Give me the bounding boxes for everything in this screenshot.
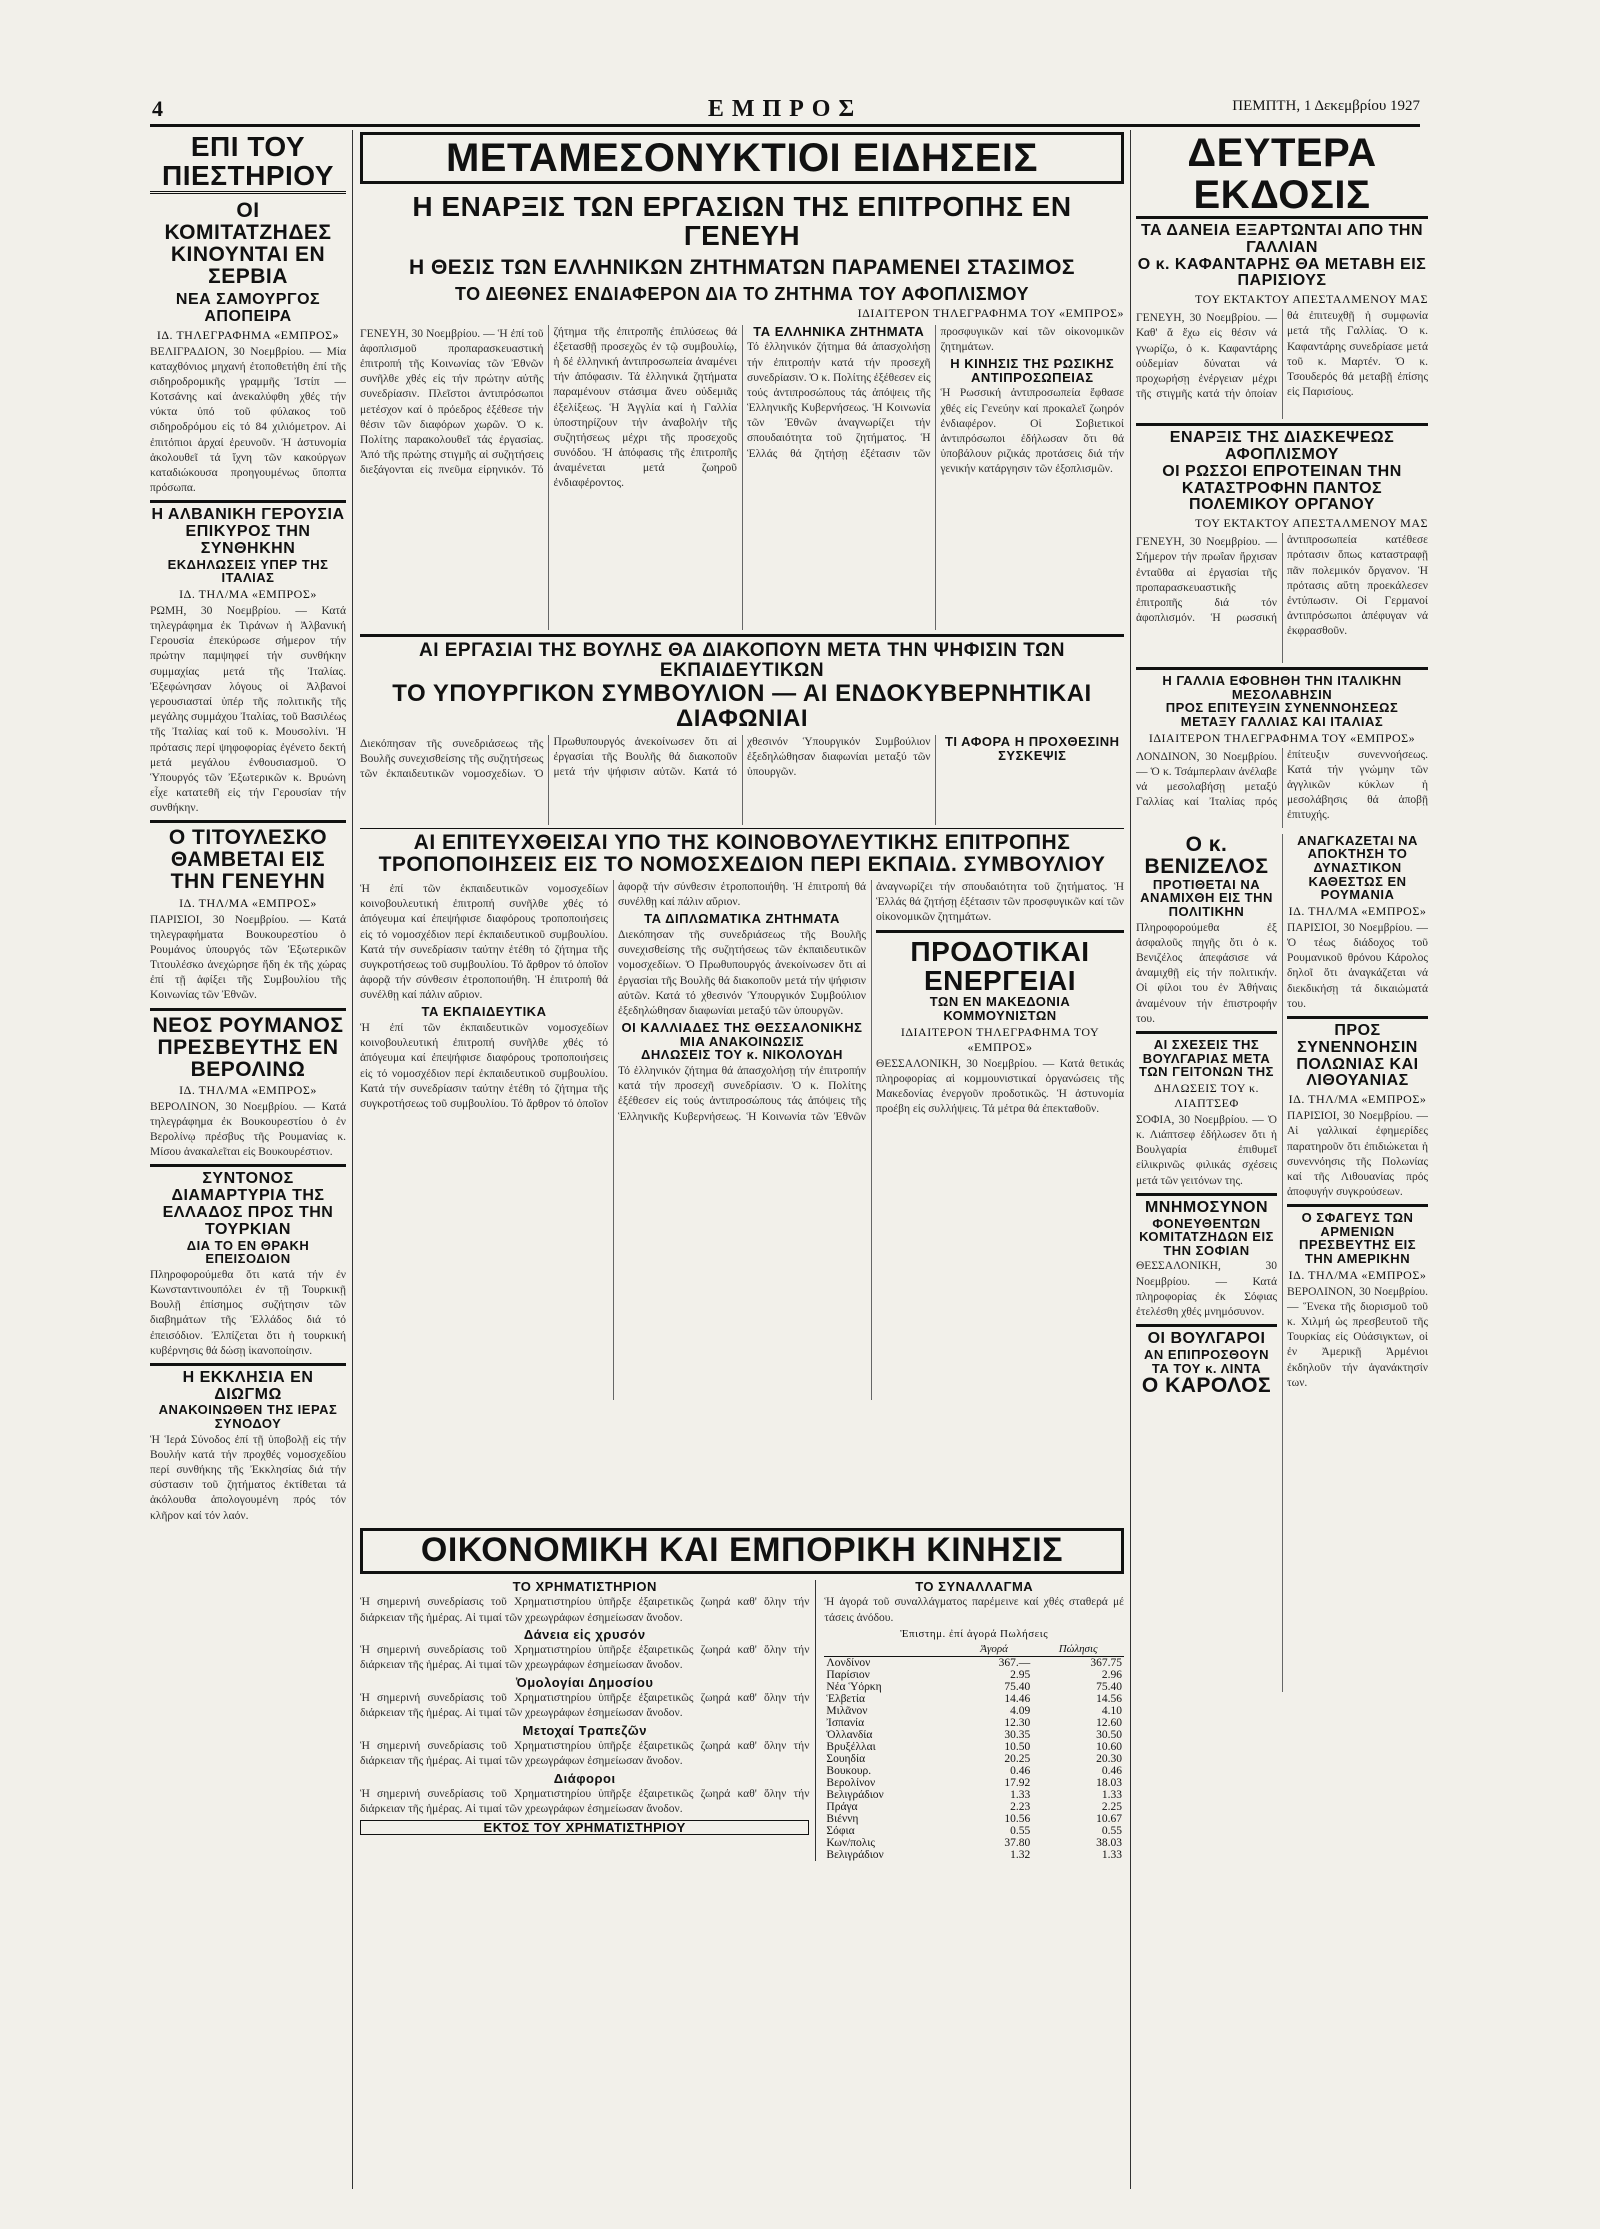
divider xyxy=(1136,1324,1277,1327)
table-row xyxy=(824,1789,1124,1801)
rate-cell: 10.50 xyxy=(1004,1740,1031,1753)
table-header-row xyxy=(824,1642,1124,1657)
table-row xyxy=(824,1765,1124,1777)
section-subheading: ΟΙ ΚΑΛΛΙΑΔΕΣ ΤΗΣ ΘΕΣΣΑΛΟΝΙΚΗΣ xyxy=(621,1020,863,1036)
currency-city-cell: Ἑλβετία xyxy=(826,1692,866,1705)
lead-article-columns xyxy=(360,325,1124,630)
article-body: Ἡ ἐπί τῶν ἐκπαιδευτικῶν νομοσχεδίων κοινοβουλευτική ἐπιτροπή συνῆλθε χθές τό ἀπόγευμα καί ἐπεψήφισε διαφόρους τροποποιήσεις εἰς τό νομοσχέδιον περί ἐκπαιδευτικοῦ συμβουλίου. Κατά τήν συνεδρίασιν ταύτην ἐτέθη τό ζήτημα τῆς συγκροτήσεως τοῦ συμβουλίου. Τό ἄρθρον τό ὁποῖον ἀφορᾷ τήν σύνθεσιν ἐτροποποιήθη. Ἡ ἐπιτροπή θά συνέλθῃ καί πάλιν αὔριον. xyxy=(360,883,608,1002)
article-body: Πληροφορούμεθα ὅτι κατά τήν ἐν Κωνσταντινουπόλει ἐν τῇ Τουρκικῇ Βουλῇ ἐπίσημος συζήτησιν τῶν διαβημάτων τῆς Ἑλλάδος διά τό ἐπεισόδιον. Ἐλπίζεται ὅτι ἡ τουρκική κυβέρνησις θά δώσῃ ἱκανοποίησιν. xyxy=(150,1268,346,1357)
article-headline: ΠΡΟΣ ΣΥΝΕΝΝΟΗΣΙΝ xyxy=(1297,1021,1418,1056)
article-headline: ΠΡΟΔΟΤΙΚΑΙ ΕΝΕΡΓΕΙΑΙ xyxy=(910,935,1090,996)
currency-city-cell: Λονδίνον xyxy=(826,1656,871,1669)
article-body: ΘΕΣΣΑΛΟΝΙΚΗ, 30 Νοεμβρίου. — Κατά θετικάς πληροφορίας αἱ κομμουνιστικαί ὀργανώσεις τῆς Μακεδονίας ἐνεργοῦν προδοτικῶς. Ἡ ἀστυνομία προέβη εἰς συλλήψεις. Τά μέτρα θά ἐπεκταθοῦν. xyxy=(876,1057,1124,1116)
rate-cell: 2.95 xyxy=(1010,1668,1031,1681)
section-subheading: ΕΚΤΟΣ ΤΟΥ ΧΡΗΜΑΤΙΣΤΗΡΙΟΥ xyxy=(360,1820,809,1836)
article-headline: ΝΕΟΣ ΡΟΥΜΑΝΟΣ ΠΡΕΣΒΕΥΤΗΣ ΕΝ ΒΕΡΟΛΙΝΩ xyxy=(152,1013,344,1081)
rate-cell: 0.46 xyxy=(1101,1764,1122,1777)
article-body: ΠΑΡΙΣΙΟΙ, 30 Νοεμβρίου. — Κατά τηλεγραφήματα Βουκουρεστίου ὁ Ρουμάνος ὑπουργός τῶν Ἐξωτερικῶν Τιτουλέσκο ἀνεχώρησε ἤδη ἐκ τῆς χώρας ἐπί τῇ ἀφίξει τῆς Συμβουλίου τῆς Κοινωνίας τῶν Ἐθνῶν. xyxy=(150,913,346,1002)
article-byline: ΙΔΙΑΙΤΕΡΟΝ ΤΗΛΕΓΡΑΦΗΜΑ ΤΟΥ «ΕΜΠΡΟΣ» xyxy=(900,1024,1100,1054)
article-columns xyxy=(360,880,1124,1400)
table-row xyxy=(824,1717,1124,1729)
left-column xyxy=(150,132,346,2192)
article-headline: Ο κ. ΒΕΝΙΖΕΛΟΣ xyxy=(1144,832,1269,878)
rate-cell: 0.46 xyxy=(1010,1764,1031,1777)
section-subheading: Ὀμολογίαι Δημοσίου xyxy=(515,1674,654,1690)
rate-cell: 38.03 xyxy=(1096,1836,1122,1849)
article-subheadline: ΝΕΑ ΣΑΜΟΥΡΓΟΣ ΑΠΟΠΕΙΡΑ xyxy=(175,290,321,325)
article-columns xyxy=(1136,748,1428,828)
article-headline: Ο ΣΦΑΓΕΥΣ ΤΩΝ ΑΡΜΕΝΙΩΝ ΠΡΕΣΒΕΥΤΗΣ ΕΙΣ ΤΗΝ ΑΜΕΡΙΚΗΝ xyxy=(1298,1210,1417,1267)
table-row xyxy=(824,1741,1124,1753)
currency-city-cell: Βιέννη xyxy=(826,1812,859,1825)
rate-cell: 0.55 xyxy=(1101,1824,1122,1837)
rate-cell: 10.60 xyxy=(1096,1740,1122,1753)
column-rule xyxy=(1130,130,1131,2189)
currency-city-cell: Νέα Ὑόρκη xyxy=(826,1680,882,1693)
rate-cell: 1.32 xyxy=(1010,1848,1031,1861)
rate-cell: 10.67 xyxy=(1096,1812,1122,1825)
section-subheading: ΤΑ ΕΛΛΗΝΙΚΑ ΖΗΤΗΜΑΤΑ xyxy=(753,323,925,339)
article-body: Ἡ ἐπί τῶν ἐκπαιδευτικῶν νομοσχεδίων κοινοβουλευτική ἐπιτροπή συνῆλθε χθές τό ἀπόγευμα καί ἐπεψήφισε διαφόρους τροποποιήσεις εἰς τό νομοσχέδιον περί ἐκπαιδευτικοῦ συμβουλίου. Κατά τήν συνεδρίασιν ταύτην ἐτέθη τό ζήτημα τῆς συγκροτήσεως τοῦ συμβουλίου. Τό ἄρθρον τό ὁποῖον ἀφορᾷ τήν σύνθεσιν ἐτροποποιήθη. Ἡ ἐπιτροπή θά συνέλθῃ καί πάλιν αὔριον. xyxy=(360,881,866,1110)
divider xyxy=(1136,667,1428,670)
rate-cell: 1.33 xyxy=(1010,1788,1031,1801)
article-body: Ἡ ἀγορά τοῦ συναλλάγματος παρέμεινε καί χθές σταθερά μέ τάσεις ἀνόδου. xyxy=(824,1596,1124,1624)
article-byline: ΤΟΥ ΕΚΤΑΚΤΟΥ ΑΠΕΣΤΑΛΜΕΝΟΥ ΜΑΣ xyxy=(1195,292,1428,307)
article-headline: ΠΟΛΩΝΙΑΣ ΚΑΙ ΛΙΘΟΥΑΝΙΑΣ xyxy=(1296,1055,1419,1090)
section-banner: ΔΕΥΤΕΡΑ ΕΚΔΟΣΙΣ xyxy=(1136,132,1428,219)
exchange-block xyxy=(824,1580,1124,1861)
article-body: Ἡ Ἱερά Σύνοδος ἐπί τῇ ὑποβολῇ εἰς τήν Βουλήν κατά τήν προχθές νομοσχεδίου περί συνθήκης τῆς Ἐκκλησίας διά τήν σύστασιν τοῦ ζητήματος ἐκτίθεται τά ἀκόλουθα ἀπολογουμένη πρός τόν κλῆρον καί τόν λαόν. xyxy=(150,1433,346,1522)
section-banner: ΟΙΚΟΝΟΜΙΚΗ ΚΑΙ ΕΜΠΟΡΙΚΗ ΚΙΝΗΣΙΣ xyxy=(360,1528,1124,1574)
section-subheading: ΤΑ ΕΚΠΑΙΔΕΥΤΙΚΑ xyxy=(421,1004,547,1020)
table-row xyxy=(824,1825,1124,1837)
rate-cell: 20.25 xyxy=(1004,1752,1031,1765)
article-headline: Ο ΤΙΤΟΥΛΕΣΚΟ ΘΑΜΒΕΤΑΙ ΕΙΣ ΤΗΝ ΓΕΝΕΥΗΝ xyxy=(168,826,328,894)
currency-city-cell: Μιλᾶνον xyxy=(826,1704,868,1717)
article-body: Ἡ σημερινή συνεδρίασις τοῦ Χρηματιστηρίου ὑπῆρξε ἐξαιρετικῶς ζωηρά καθ' ὅλην τήν διάρκειαν τῆς ἡμέρας. Αἱ τιμαί τῶν χρεωγράφων ἐσημείωσαν ἄνοδον. xyxy=(360,1692,810,1720)
article-subheadline: ΠΡΟΤΙΘΕΤΑΙ ΝΑ ΑΝΑΜΙΧΘΗ ΕΙΣ ΤΗΝ ΠΟΛΙΤΙΚΗΝ xyxy=(1140,876,1273,920)
article-byline: ΙΔ. ΤΗΛ/ΜΑ «ΕΜΠΡΟΣ» xyxy=(1288,1267,1427,1282)
column-header: Πώλησις xyxy=(1032,1642,1124,1657)
divider xyxy=(150,1164,346,1167)
divider xyxy=(1136,1193,1277,1196)
finance-columns xyxy=(360,1580,1124,1861)
rate-cell: 1.33 xyxy=(1101,1788,1122,1801)
rate-cell: 12.60 xyxy=(1096,1716,1122,1729)
article-headline: ΜΝΗΜΟΣΥΝΟΝ xyxy=(1144,1198,1269,1216)
currency-city-cell: Κων/πολις xyxy=(826,1836,875,1849)
article-headline: ΕΝΑΡΞΙΣ ΤΗΣ ΔΙΑΣΚΕΨΕΩΣ ΑΦΟΠΛΙΣΜΟΥ xyxy=(1169,429,1395,463)
currency-city-cell: Σόφια xyxy=(826,1824,855,1837)
table-row xyxy=(824,1753,1124,1765)
section-subheading: ΤΟ ΧΡΗΜΑΤΙΣΤΗΡΙΟΝ xyxy=(512,1578,657,1594)
rate-cell: 14.46 xyxy=(1004,1692,1031,1705)
article-body: ΒΕΡΟΛΙΝΟΝ, 30 Νοεμβρίου. — Κατά τηλεγράφημα ἐκ Βουκουρεστίου ὁ ἐν Βερολίνῳ πρέσβυς τῆς Ρουμανίας κ. Μίσου ἀνακαλεῖται εἰς Βουκουρέστιον. xyxy=(150,1100,346,1159)
article-body: Ἡ σημερινή συνεδρίασις τοῦ Χρηματιστηρίου ὑπῆρξε ἐξαιρετικῶς ζωηρά καθ' ὅλην τήν διάρκειαν τῆς ἡμέρας. Αἱ τιμαί τῶν χρεωγράφων ἐσημείωσαν ἄνοδον. xyxy=(360,1788,810,1816)
article-byline: ΙΔ. ΤΗΛ/ΜΑ «ΕΜΠΡΟΣ» xyxy=(1288,1092,1427,1107)
article-subheadline: ΑΝ ΕΠΙΠΡΟΣΘΟΥΝ ΤΑ ΤΟΥ κ. ΛΙΝΤΑ xyxy=(1144,1346,1269,1376)
divider xyxy=(1287,1204,1428,1207)
article-body: Ἡ σημερινή συνεδρίασις τοῦ Χρηματιστηρίου ὑπῆρξε ἐξαιρετικῶς ζωηρά καθ' ὅλην τήν διάρκειαν τῆς ἡμέρας. Αἱ τιμαί τῶν χρεωγράφων ἐσημείωσαν ἄνοδον. xyxy=(360,1644,810,1672)
article-headline: ΟΙ ΒΟΥΛΓΑΡΟΙ xyxy=(1147,1330,1266,1348)
article-body: ΒΕΛΙΓΡΑΔΙΟΝ, 30 Νοεμβρίου. — Μία καταχθόνιος μηχανή ἐτοποθετήθη ἐπί τῆς σιδηροδρομικῆς γραμμῆς Ἰστίπ — Κοτσάνης καί ἀνεκαλύφθη χθές τήν νύκτα ὑπό τοῦ φύλακος τοῦ σιδηροδρόμου εἰς τό 84 χιλιόμετρον. Αἱ ἐπιτόπιοι ἀρχαί ἐρευνοῦν. Ἡ ἀστυνομία ἀκολουθεῖ τά ἴχνη τῶν κακούργων καταδιώκουσα προηγουμένως ὕποπτα πρόσωπα. xyxy=(150,345,346,495)
table-row xyxy=(824,1681,1124,1693)
article-subheadline: ΑΝΑΚΟΙΝΩΘΕΝ ΤΗΣ ΙΕΡΑΣ ΣΥΝΟΔΟΥ xyxy=(158,1402,338,1432)
article-body: Διεκόπησαν τῆς συνεδριάσεως τῆς Βουλῆς συνεχισθείσης τῆς συζητήσεως τῶν ἐκπαιδευτικῶν νομοσχεδίων. Ὁ Πρωθυπουργός ἀνεκοίνωσεν ὅτι αἱ ἐργασίαι τῆς Βουλῆς θά διακοποῦν μετά τήν ψήφισιν αὐτῶν. Κατά τό χθεσινόν Ὑπουργικόν Συμβούλιον ἐξεδηλώθησαν διαφωνίαι μεταξύ τῶν ὑπουργῶν. xyxy=(360,735,931,781)
masthead xyxy=(150,94,1420,127)
divider xyxy=(150,820,346,823)
divider xyxy=(1287,1016,1428,1019)
article-headline: Η ΑΛΒΑΝΙΚΗ ΓΕΡΟΥΣΙΑ ΕΠΙΚΥΡΟΣ ΤΗΝ ΣΥΝΘΗΚΗΝ xyxy=(151,506,345,557)
article-columns xyxy=(1136,309,1428,419)
divider xyxy=(150,1008,346,1011)
article-headline: ΣΥΝΤΟΝΟΣ ΔΙΑΜΑΡΤΥΡΙΑ ΤΗΣ ΕΛΛΑΔΟΣ ΠΡΟΣ ΤΗΝ ΤΟΥΡΚΙΑΝ xyxy=(162,1170,334,1238)
article-byline: ΤΟΥ ΕΚΤΑΚΤΟΥ ΑΠΕΣΤΑΛΜΕΝΟΥ ΜΑΣ xyxy=(1195,516,1428,531)
currency-city-cell: Βουκουρ. xyxy=(826,1764,872,1777)
section-subheading: ΜΙΑ ΑΝΑΚΟΙΝΩΣΙΣ xyxy=(679,1033,805,1049)
section-subheading: Δάνεια εἰς χρυσόν xyxy=(523,1626,646,1642)
rate-cell: 75.40 xyxy=(1096,1680,1122,1693)
currency-city-cell: Βρυξέλλαι xyxy=(826,1740,876,1753)
center-column xyxy=(360,132,1124,1522)
article-body: ΣΟΦΙΑ, 30 Νοεμβρίου. — Ὁ κ. Λιάπτσεφ ἐδήλωσεν ὅτι ἡ Βουλγαρία ἐπιθυμεῖ εἰλικρινῶς φιλικάς σχέσεις μετά τῶν γειτόνων της. xyxy=(1136,1113,1277,1187)
table-row xyxy=(824,1777,1124,1789)
article-body: ΠΑΡΙΣΙΟΙ, 30 Νοεμβρίου. — Αἱ γαλλικαί ἐφημερίδες παρατηροῦν ὅτι ἐπιδιώκεται ἡ συνεννόησις τῆς Πολωνίας καί τῆς Λιθουανίας πρός ἀποφυγήν συγκρούσεων. xyxy=(1287,1110,1428,1199)
article-headline: ΟΙ ΚΟΜΙΤΑΤΖΗΔΕΣ ΚΙΝΟΥΝΤΑΙ ΕΝ ΣΕΡΒΙΑ xyxy=(164,198,332,288)
currency-city-cell: Βερολίνον xyxy=(826,1776,876,1789)
article-body: ΓΕΝΕΥΗ, 30 Νοεμβρίου. — Σήμερον τήν πρωΐαν ἤρχισαν ἐνταῦθα αἱ ἐργασίαι τῆς προπαρασκευαστικῆς ἐπιτροπῆς διά τόν ἀφοπλισμόν. Ἡ ρωσσική ἀντιπροσωπεία κατέθεσε πρότασιν ὅπως καταστραφῇ πᾶν πολεμικόν ὄργανον. Ἡ πρότασις αὕτη προεκάλεσεν ἐντύπωσιν. Οἱ Γερμανοί ἀντιπρόσωποι ἀπέφυγαν νά ἐκφρασθοῦν. xyxy=(1136,534,1428,638)
table-row xyxy=(824,1729,1124,1741)
article-body: ΘΕΣΣΑΛΟΝΙΚΗ, 30 Νοεμβρίου. — Κατά πληροφορίας ἐκ Σόφιας ἐτελέσθη χθές μνημόσυνον. xyxy=(1136,1260,1277,1318)
rate-cell: 1.33 xyxy=(1101,1848,1122,1861)
article-headline: Η ΕΚΚΛΗΣΙΑ ΕΝ ΔΙΩΓΜΩ xyxy=(182,1368,314,1403)
lead-headline: Η ΕΝΑΡΞΙΣ ΤΩΝ ΕΡΓΑΣΙΩΝ ΤΗΣ ΕΠΙΤΡΟΠΗΣ ΕΝ ΓΕΝΕΥΗ xyxy=(412,191,1072,252)
table-row xyxy=(824,1693,1124,1705)
rate-cell: 367.75 xyxy=(1090,1656,1122,1669)
lead-subheadline: ΤΟ ΔΙΕΘΝΕΣ ΕΝΔΙΑΦΕΡΟΝ ΔΙΑ ΤΟ ΖΗΤΗΜΑ ΤΟΥ ΑΦΟΠΛΙΣΜΟΥ xyxy=(454,283,1030,304)
column-heading: ΕΠΙ ΤΟΥ ΠΙΕΣΤΗΡΙΟΥ xyxy=(150,132,346,194)
article-body: ΓΕΝΕΥΗ, 30 Νοεμβρίου. — Ἡ ἐπί τοῦ ἀφοπλισμοῦ προπαρασκευαστική ἐπιτροπή τῆς Κοινωνίας τῶν Ἐθνῶν συνῆλθε χθές εἰς τήν πρώτην αὐτῆς συνεδρίασιν. Πλεῖστοι ἀντιπρόσωποι μετέσχον καί ὁ πρόεδρος ἐξέθεσε τήν θέσιν τῶν διαφόρων χωρῶν. Ὁ κ. Πολίτης παρακολουθεῖ τάς ἐργασίας. Ἀπό τῆς πρώτης στιγμῆς αἱ συζητήσεις διεξάγονται εἰς πνεῦμα εἰρηνικόν. Τό ζήτημα τῆς ἐπιτροπῆς ἐπιλύσεως θά ἐξετασθῇ προσεχῶς ἐν τῷ συμβουλίῳ, ἡ δέ ἑλληνική ἀντιπροσωπεία ἀναμένει τήν ἀπόφασιν. Τά ἑλληνικά ζητήματα παραμένουν στάσιμα ἄνευ οὐδεμιᾶς ἐξελίξεως. Ἡ Ἀγγλία καί ἡ Γαλλία ὑποστηρίζουν τήν ἀναβολήν τῆς συζητήσεως μέχρι τῆς προσεχοῦς συνόδου. Ἡ ἀπόφασις τῆς ἐπιτροπῆς ἀναμένεται μετά ζωηροῦ ἐνδιαφέροντος. xyxy=(360,325,737,490)
article-columns xyxy=(360,735,1124,825)
article-body: ΠΑΡΙΣΙΟΙ, 30 Νοεμβρίου. — Ὁ τέως διάδοχος τοῦ Ρουμανικοῦ θρόνου Κάρολος δηλοῖ ὅτι ἀναγκάζεται νά διεκδικήσῃ τά δικαιώματά του. xyxy=(1287,921,1428,1010)
section-subheading: ΤΑ ΔΙΠΛΩΜΑΤΙΚΑ ΖΗΤΗΜΑΤΑ xyxy=(644,911,840,927)
article-byline: ΙΔ. ΤΗΛ/ΜΑ «ΕΜΠΡΟΣ» xyxy=(179,1082,317,1097)
column-rule xyxy=(352,130,353,2189)
lead-subheadline: Η ΘΕΣΙΣ ΤΩΝ ΕΛΛΗΝΙΚΩΝ ΖΗΤΗΜΑΤΩΝ ΠΑΡΑΜΕΝΕΙ ΣΤΑΣΙΜΟΣ xyxy=(408,255,1076,279)
currency-city-cell: Παρίσιον xyxy=(826,1668,870,1681)
article-body: Διεκόπησαν τῆς συνεδριάσεως τῆς Βουλῆς συνεχισθείσης τῆς συζητήσεως τῶν ἐκπαιδευτικῶν νομοσχεδίων. Ὁ Πρωθυπουργός ἀνεκοίνωσεν ὅτι αἱ ἐργασίαι τῆς Βουλῆς θά διακοποῦν μετά τήν ψήφισιν αὐτῶν. Κατά τό χθεσινόν Ὑπουργικόν Συμβούλιον ἐξεδηλώθησαν διαφωνίαι μεταξύ τῶν ὑπουργῶν. xyxy=(618,929,866,1017)
article-body: ΒΕΡΟΛΙΝΟΝ, 30 Νοεμβρίου. — Ἕνεκα τῆς διορισμοῦ τοῦ κ. Χιλμή ὡς πρεσβευτοῦ τῆς Τουρκίας εἰς Οὐάσιγκτων, οἱ ἐν Ἀμερικῇ Ἀρμένιοι ἐκδηλοῦν τήν ἀγανάκτησίν των. xyxy=(1287,1285,1428,1389)
article-columns xyxy=(1136,834,1428,1692)
currency-city-cell: Βελιγράδιον xyxy=(826,1788,884,1801)
divider xyxy=(360,634,1124,637)
article-byline: ΙΔΙΑΙΤΕΡΟΝ ΤΗΛΕΓΡΑΦΗΜΑ ΤΟΥ «ΕΜΠΡΟΣ» xyxy=(1148,730,1416,745)
article-subheadline: ΤΩΝ ΕΝ ΜΑΚΕΔΟΝΙΑ ΚΟΜΜΟΥΝΙΣΤΩΝ xyxy=(929,994,1071,1023)
rate-cell: 37.80 xyxy=(1004,1836,1031,1849)
article-body: ΛΟΝΔΙΝΟΝ, 30 Νοεμβρίου. — Ὁ κ. Τσάμπερλαιν ἀνέλαβε νά μεσολαβήσῃ μεταξύ Γαλλίας καί Ἰταλίας πρός ἐπίτευξιν συνεννοήσεως. Κατά τήν γνώμην τῶν ἀγγλικῶν κύκλων ἡ μεσολάβησις θά ἀποβῇ ἐπιτυχής. xyxy=(1136,748,1428,822)
article-columns xyxy=(1136,533,1428,663)
divider xyxy=(876,930,1124,933)
divider xyxy=(1136,1031,1277,1034)
article-body: ΡΩΜΗ, 30 Νοεμβρίου. — Κατά τηλεγράφημα ἐκ Τιράνων ἡ Ἀλβανική Γερουσία ἐπεκύρωσε σήμερον τήν πρώτην παμψηφεί τήν συνθήκην συμμαχίας μετά τῆς Ἰταλίας. Ἐξεφώνησαν λόγους οἱ Ἀλβανοί γερουσιασταί ὑπέρ τῆς πολιτικῆς τῆς μεγάλης συμμάχου Ἰταλίας, τοῦ Βασιλέως τῆς Ἰταλίας καί τοῦ κ. Μουσολίνι. Ἡ πρότασις περί ψηφοφορίας ἐγένετο δεκτή μετά μεγάλου ἐνθουσιασμοῦ. Ὁ Ὑπουργός τῶν Ἐξωτερικῶν κ. Βρυώνη εἶχε κατατεθῆ εἰς τήν Γερουσίαν τήν συνθήκην. xyxy=(150,604,346,815)
rate-cell: 10.56 xyxy=(1004,1812,1031,1825)
article-byline: ΙΔ. ΤΗΛ/ΜΑ «ΕΜΠΡΟΣ» xyxy=(1288,903,1427,918)
divider xyxy=(150,500,346,503)
rate-cell: 30.50 xyxy=(1096,1728,1122,1741)
article-byline: ΙΔ. ΤΗΛ/ΜΑ «ΕΜΠΡΟΣ» xyxy=(179,586,317,601)
article-headline: Ο κ. ΚΑΦΑΝΤΑΡΗΣ ΘΑ ΜΕΤΑΒΗ ΕΙΣ ΠΑΡΙΣΙΟΥΣ xyxy=(1137,255,1427,290)
divider xyxy=(360,828,1124,829)
table-caption: Ἐπιστημ. ἐπί ἀγορά Πωλήσεις xyxy=(900,1627,1049,1640)
article-byline: ΙΔΙΑΙΤΕΡΟΝ ΤΗΛΕΓΡΑΦΗΜΑ ΤΟΥ «ΕΜΠΡΟΣ» xyxy=(857,305,1124,320)
article-subheadline: ΦΟΝΕΥΘΕΝΤΩΝ ΚΟΜΙΤΑΤΖΗΔΩΝ ΕΙΣ ΤΗΝ ΣΟΦΙΑΝ xyxy=(1139,1215,1274,1258)
section-subheading: ΤΟ ΣΥΝΑΛΛΑΓΜΑ xyxy=(915,1578,1034,1594)
rate-cell: 75.40 xyxy=(1004,1680,1031,1693)
article-headline: ΑΙ ΕΠΙΤΕΥΧΘΕΙΣΑΙ ΥΠΟ ΤΗΣ ΚΟΙΝΟΒΟΥΛΕΥΤΙΚΗΣ ΕΠΙΤΡΟΠΗΣ xyxy=(413,830,1071,854)
article-body: Τό ἑλληνικόν ζήτημα θά ἀπασχολήσῃ τήν ἐπιτροπήν κατά τήν προσεχῆ συνεδρίασιν. Ὁ κ. Πολίτης ἐξέθεσεν εἰς τούς ἀντιπροσώπους τάς ἀπόψεις τῆς Ἑλληνικῆς Κυβερνήσεως. Ἡ Κοινωνία τῶν Ἐθνῶν ἀναγνωρίζει τήν σπουδαιότητα τοῦ ζητήματος. Ἡ Ἑλλάς θά ζητήσῃ ἐξέτασιν τῶν προσφυγικῶν καί τῶν οἰκονομικῶν ζητημάτων. xyxy=(747,325,1124,460)
article-subheadline: ΕΚΔΗΛΩΣΕΙΣ ΥΠΕΡ ΤΗΣ ΙΤΑΛΙΑΣ xyxy=(167,556,329,586)
issue-date: ΠΕΜΠΤΗ, 1 Δεκεμβρίου 1927 xyxy=(1232,98,1420,114)
article-headline: ΑΙ ΣΧΕΣΕΙΣ ΤΗΣ ΒΟΥΛΓΑΡΙΑΣ ΜΕΤΑ ΤΩΝ ΓΕΙΤΟΝΩΝ ΤΗΣ xyxy=(1139,1036,1274,1080)
finance-section xyxy=(360,1528,1124,2188)
article-byline: ΔΗΛΩΣΕΙΣ ΤΟΥ κ. ΛΙΑΠΤΣΕΦ xyxy=(1153,1080,1260,1110)
article-byline: ΙΔ. ΤΗΛ/ΜΑ «ΕΜΠΡΟΣ» xyxy=(179,895,317,910)
article-headline: ΤΟ ΥΠΟΥΡΓΙΚΟΝ ΣΥΜΒΟΥΛΙΟΝ — ΑΙ ΕΝΔΟΚΥΒΕΡΝΗΤΙΚΑΙ ΔΙΑΦΩΝΙΑΙ xyxy=(392,679,1092,732)
rate-cell: 2.96 xyxy=(1101,1668,1122,1681)
rate-cell: 12.30 xyxy=(1004,1716,1031,1729)
section-subheading: Μετοχαί Τραπεζῶν xyxy=(522,1722,647,1738)
rate-cell: 18.03 xyxy=(1096,1776,1122,1789)
table-body xyxy=(824,1656,1124,1861)
rate-cell: 367.— xyxy=(998,1656,1031,1669)
column-header: Ἀγορά xyxy=(956,1642,1032,1657)
article-subheadline: ΑΝΑΓΚΑΖΕΤΑΙ ΝΑ ΑΠΟΚΤΗΣΗ ΤΟ ΔΥΝΑΣΤΙΚΟΝ ΚΑΘΕΣΤΩΣ ΕΝ ΡΟΥΜΑΝΙΑ xyxy=(1297,832,1418,903)
table-row xyxy=(824,1705,1124,1717)
table-row xyxy=(824,1801,1124,1813)
table-row xyxy=(824,1849,1124,1861)
divider xyxy=(150,1363,346,1366)
divider xyxy=(1136,423,1428,426)
rate-cell: 14.56 xyxy=(1096,1692,1122,1705)
exchange-rates-table xyxy=(824,1642,1124,1861)
article-headline: Η ΓΑΛΛΙΑ ΕΦΟΒΗΘΗ ΤΗΝ ΙΤΑΛΙΚΗΝ ΜΕΣΟΛΑΒΗΣΙΝ xyxy=(1162,673,1402,702)
section-banner: ΜΕΤΑΜΕΣΟΝΥΚΤΙΟΙ ΕΙΔΗΣΕΙΣ xyxy=(360,132,1124,184)
currency-city-cell: Ὁλλανδία xyxy=(826,1728,873,1741)
article-body: Ἡ σημερινή συνεδρίασις τοῦ Χρηματιστηρίου ὑπῆρξε ἐξαιρετικῶς ζωηρά καθ' ὅλην τήν διάρκειαν τῆς ἡμέρας. Αἱ τιμαί τῶν χρεωγράφων ἐσημείωσαν ἄνοδον. xyxy=(360,1596,810,1624)
currency-city-cell: Βελιγράδιον xyxy=(826,1848,884,1861)
article-body: Ἡ σημερινή συνεδρίασις τοῦ Χρηματιστηρίου ὑπῆρξε ἐξαιρετικῶς ζωηρά καθ' ὅλην τήν διάρκειαν τῆς ἡμέρας. Αἱ τιμαί τῶν χρεωγράφων ἐσημείωσαν ἄνοδον. xyxy=(360,1740,810,1768)
rate-cell: 20.30 xyxy=(1096,1752,1122,1765)
rate-cell: 2.25 xyxy=(1101,1800,1122,1813)
article-headline: ΤΑ ΔΑΝΕΙΑ ΕΞΑΡΤΩΝΤΑΙ ΑΠΟ ΤΗΝ ΓΑΛΛΙΑΝ xyxy=(1140,222,1424,256)
rate-cell: 4.10 xyxy=(1101,1704,1122,1717)
rate-cell: 0.55 xyxy=(1010,1824,1031,1837)
rate-cell: 2.23 xyxy=(1010,1800,1031,1813)
article-headline: ΑΙ ΕΡΓΑΣΙΑΙ ΤΗΣ ΒΟΥΛΗΣ ΘΑ ΔΙΑΚΟΠΟΥΝ ΜΕΤΑ ΤΗΝ ΨΗΦΙΣΙΝ ΤΩΝ ΕΚΠΑΙΔΕΥΤΙΚΩΝ xyxy=(418,639,1066,681)
article-body: Ἡ Ρωσσική ἀντιπροσωπεία ἔφθασε χθές εἰς Γενεύην καί προκαλεῖ ζωηρόν ἐνδιαφέρον. Οἱ Σοβιετικοί ἀντιπρόσωποι ἐδήλωσαν ὅτι θά ὑποβάλουν ριζικάς προτάσεις διά τήν γενικήν κατάργησιν τῶν ἐξοπλισμῶν. xyxy=(940,387,1124,476)
article-subheadline: ΔΙΑ ΤΟ ΕΝ ΘΡΑΚΗ ΕΠΕΙΣΟΔΙΟΝ xyxy=(186,1237,310,1267)
rate-cell: 30.35 xyxy=(1004,1728,1031,1741)
column-header xyxy=(824,1642,955,1657)
currency-city-cell: Ἰσπανία xyxy=(826,1716,865,1729)
section-subheading: ΔΗΛΩΣΕΙΣ ΤΟΥ κ. ΝΙΚΟΛΟΥΔΗ xyxy=(641,1047,843,1063)
article-subheadline: ΠΡΟΣ ΕΠΙΤΕΥΞΙΝ ΣΥΝΕΝΝΟΗΣΕΩΣ ΜΕΤΑΞΥ ΓΑΛΛΙΑΣ ΚΑΙ ΙΤΑΛΙΑΣ xyxy=(1165,700,1399,730)
section-subheading: ΤΙ ΑΦΟΡΑ Η ΠΡΟΧΘΕΣΙΝΗ ΣΥΣΚΕΨΙΣ xyxy=(944,733,1120,763)
table-row xyxy=(824,1669,1124,1681)
newspaper-name: ΕΜΠΡΟΣ xyxy=(707,96,863,122)
article-body: ΓΕΝΕΥΗ, 30 Νοεμβρίου. — Καθ' ἅ ἔχω εἰς θέσιν νά γνωρίζω, ὁ κ. Καφαντάρης οὐδεμίαν δύναται νά προχωρήσῃ ἐνέργειαν μέχρι τῆς στιγμῆς κατά τήν ὁποίαν θά ἐπιτευχθῇ ἡ συμφωνία μετά τῆς Γαλλίας. Ὁ κ. Καφαντάρης συνεδρίασε μετά τοῦ κ. Μαρτέν. Ὁ κ. Τσουδερός θά μεταβῇ ἐπίσης εἰς Παρισίους. xyxy=(1136,310,1428,401)
article-headline: Ο ΚΑΡΟΛΟΣ xyxy=(1141,1374,1272,1398)
table-row xyxy=(824,1813,1124,1825)
article-byline: ΙΔ. ΤΗΛΕΓΡΑΦΗΜΑ «ΕΜΠΡΟΣ» xyxy=(156,327,340,342)
article-body: Τό ἑλληνικόν ζήτημα θά ἀπασχολήσῃ τήν ἐπιτροπήν κατά τήν προσεχῆ συνεδρίασιν. Ὁ κ. Πολίτης ἐξέθεσεν εἰς τούς ἀντιπροσώπους τάς ἀπόψεις τῆς Ἑλληνικῆς Κυβερνήσεως. Ἡ Κοινωνία τῶν Ἐθνῶν ἀναγνωρίζει τήν σπουδαιότητα τοῦ ζητήματος. Ἡ Ἑλλάς θά ζητήσῃ ἐξέτασιν τῶν προσφυγικῶν καί τῶν οἰκονομικῶν ζητημάτων. xyxy=(618,881,1124,1123)
article-headline: ΟΙ ΡΩΣΣΟΙ ΕΠΡΟΤΕΙΝΑΝ ΤΗΝ ΚΑΤΑΣΤΡΟΦΗΝ ΠΑΝΤΟΣ ΠΟΛΕΜΙΚΟΥ ΟΡΓΑΝΟΥ xyxy=(1162,462,1402,514)
rate-cell: 17.92 xyxy=(1004,1776,1031,1789)
article-body: Πληροφορούμεθα ἐξ ἀσφαλοῦς πηγῆς ὅτι ὁ κ. Βενιζέλος ἀπεφάσισε νά ἀναμιχθῇ εἰς τήν πολιτικήν. Οἱ φίλοι του ἐν Ἀθήναις ἀναμένουν τήν ἐπιστροφήν του. xyxy=(1136,921,1277,1025)
section-subheading: Διάφοροι xyxy=(553,1770,616,1786)
article-headline: ΤΡΟΠΟΠΟΙΗΣΕΙΣ ΕΙΣ ΤΟ ΝΟΜΟΣΧΕΔΙΟΝ ΠΕΡΙ ΕΚΠΑΙΔ. ΣΥΜΒΟΥΛΙΟΥ xyxy=(378,853,1106,877)
currency-city-cell: Πράγα xyxy=(826,1800,858,1813)
right-column xyxy=(1136,132,1428,1692)
table-row xyxy=(824,1837,1124,1849)
stock-exchange-block xyxy=(360,1580,816,1861)
rate-cell: 4.09 xyxy=(1010,1704,1031,1717)
currency-city-cell: Σουηδία xyxy=(826,1752,866,1765)
table-row xyxy=(824,1656,1124,1669)
section-subheading: Η ΚΙΝΗΣΙΣ ΤΗΣ ΡΩΣΙΚΗΣ ΑΝΤΙΠΡΟΣΩΠΕΙΑΣ xyxy=(950,356,1115,385)
page-number: 4 xyxy=(152,96,163,121)
